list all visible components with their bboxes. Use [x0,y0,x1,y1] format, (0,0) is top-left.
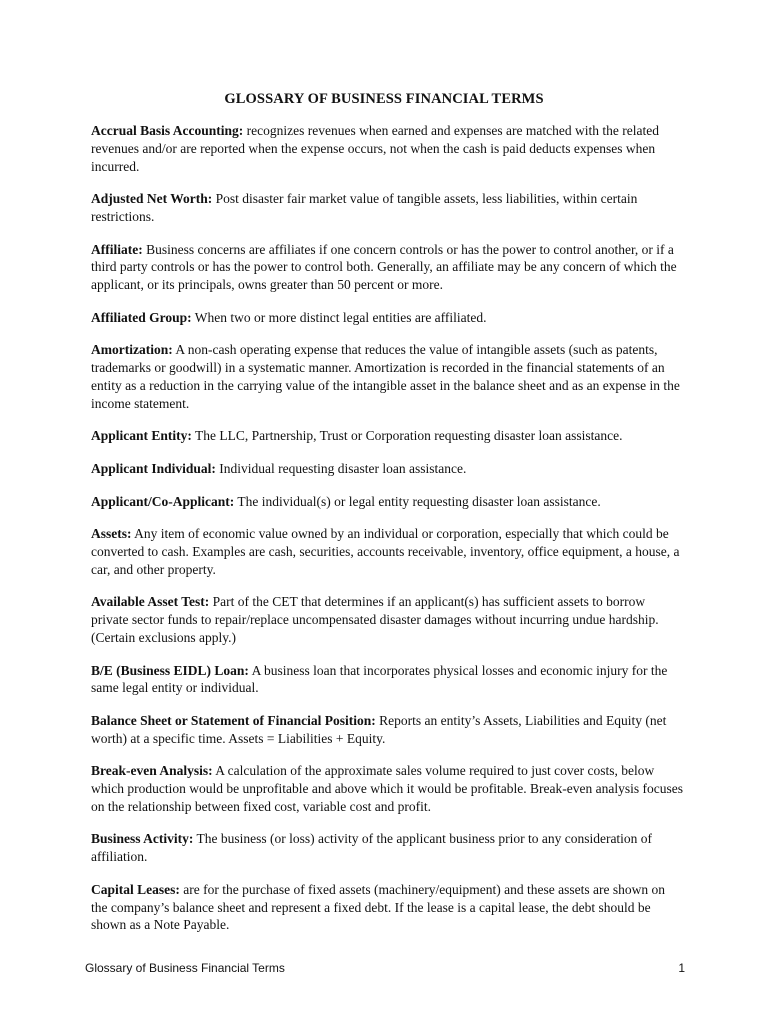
glossary-term: Amortization: [91,342,173,358]
glossary-entry [91,662,683,698]
glossary-term: Assets: [91,526,132,542]
glossary-term: Capital Leases: [91,881,180,897]
glossary-definition: Part of the CET that determines if an applicant(s) has sufficient assets to borrow private sector funds to repair/replace uncompensated disaster damages without incurring undue hardship. (Certain exclusions apply.) [91,594,659,645]
glossary-term: Affiliated Group: [91,309,192,325]
glossary-definition: Post disaster fair market value of tangible assets, less liabilities, within certain restrictions. [91,191,638,224]
glossary-entry [91,593,683,646]
glossary-entry [91,190,683,226]
glossary-entry [91,460,683,478]
glossary-definition: A calculation of the approximate sales volume required to just cover costs, below which production would be unprofitable and above which it would be profitable. Break-even analysis focuses on the relationship between fixed cost, variable cost and profit. [91,763,683,814]
page-number: 1 [678,961,685,975]
glossary-entry [91,493,683,511]
glossary-term: Adjusted Net Worth: [91,191,213,207]
glossary-entry [91,309,683,327]
glossary-term: Business Activity: [91,831,194,847]
glossary-entry [91,830,683,866]
glossary-definition: Reports an entity’s Assets, Liabilities and Equity (net worth) at a specific time. Assets = Liabilities + Equity. [91,712,667,746]
glossary-term: Applicant Individual: [91,460,216,476]
glossary-entry [91,341,683,412]
glossary-entry [91,712,683,748]
glossary-definition: The LLC, Partnership, Trust or Corporation requesting disaster loan assistance. [195,428,623,444]
glossary-term: Affiliate: [91,241,143,257]
glossary-definition: When two or more distinct legal entities are affiliated. [194,309,487,325]
glossary-entry [91,427,683,445]
glossary-definition: Business concerns are affiliates if one concern controls or has the power to control another, or if a third party controls or has the power to control both. Generally, an affiliate may be any concern of which the applicant, or its principals, owns greater than 50 percent or more. [91,241,677,293]
glossary-entry [91,881,683,934]
page-title: GLOSSARY OF BUSINESS FINANCIAL TERMS [224,91,544,107]
glossary-definition: Individual requesting disaster loan assistance. [219,460,467,476]
glossary-term: Balance Sheet or Statement of Financial Position: [91,712,376,728]
glossary-entry [91,762,683,815]
glossary-definition: The individual(s) or legal entity requesting disaster loan assistance. [237,493,601,509]
glossary-definition: A non-cash operating expense that reduces the value of intangible assets (such as patents, trademarks or goodwill) in a systematic manner. Amortization is recorded in the financial statements of an entity as a reduction in the carrying value of the intangible asset in the balance sheet and as an expense in the income statement. [91,342,680,411]
glossary-entry [91,241,683,294]
glossary-definition: recognizes revenues when earned and expenses are matched with the related revenues and/or are reported when the expense occurs, not when the cash is paid deducts expenses when incurred. [91,123,659,174]
glossary-term: Break-even Analysis: [91,763,213,779]
glossary-term: B/E (Business EIDL) Loan: [91,662,249,678]
glossary-definition: The business (or loss) activity of the applicant business prior to any consideration of affiliation. [91,831,653,865]
glossary-entry [91,122,683,175]
glossary-definition: Any item of economic value owned by an individual or corporation, especially that which could be converted to cash. Examples are cash, securities, accounts receivable, inventory, office equipment, a house, a car, and other property. [91,526,680,577]
glossary-term: Applicant/Co-Applicant: [91,493,235,509]
glossary-term: Applicant Entity: [91,428,192,444]
glossary-term: Accrual Basis Accounting: [91,123,244,138]
glossary-entries [91,122,683,949]
glossary-entry [91,525,683,578]
glossary-definition: A business loan that incorporates physical losses and economic injury for the same legal entity or individual. [91,662,668,696]
footer-title: Glossary of Business Financial Terms [85,961,285,975]
glossary-definition: are for the purchase of fixed assets (machinery/equipment) and these assets are shown on the company’s balance sheet and represent a fixed debt. If the lease is a capital lease, the debt should be shown as a Note Payable. [91,881,665,933]
glossary-term: Available Asset Test: [91,594,210,610]
